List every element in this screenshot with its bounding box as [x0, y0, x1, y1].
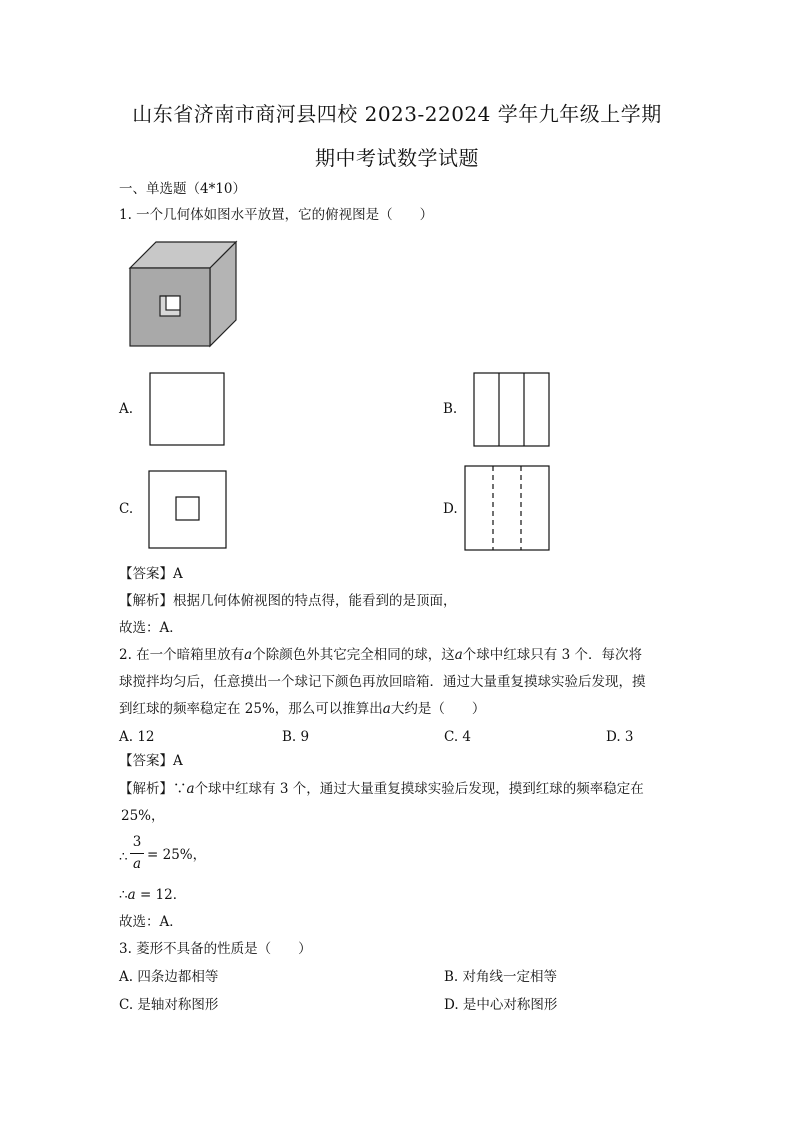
q2-stem-text: 个除颜色外其它完全相同的球，这 [252, 647, 455, 663]
q1-option-a-figure [149, 372, 227, 448]
q2-option-c: C. 4 [444, 729, 472, 745]
page-title: 山东省济南市商河县四校 2023-22024 学年九年级上学期 [132, 102, 662, 126]
q3-option-a: A. 四条边都相等 [119, 969, 219, 985]
q3-option-d: D. 是中心对称图形 [444, 997, 558, 1013]
q1-option-a-label: A. [119, 401, 134, 417]
q2-stem-line1 [119, 646, 642, 664]
q2-var-a: a [244, 647, 253, 663]
q1-stem: 1. 一个几何体如图水平放置，它的俯视图是（ ） [119, 207, 434, 223]
q2-option-d: D. 3 [606, 729, 634, 745]
q1-option-d-label: D. [443, 501, 458, 517]
q2-var-a: a [186, 781, 195, 797]
q3-stem: 3. 菱形不具备的性质是（ ） [119, 941, 312, 957]
q2-analysis-text: 个球中红球有 3 个，通过大量重复摸球实验后发现，摸到红球的频率稳定在 [194, 781, 644, 797]
fraction-denominator: a [132, 856, 142, 872]
fraction-bar [130, 853, 144, 854]
section-header: 一、单选题（4*10） [119, 181, 247, 197]
fraction-numerator: 3 [132, 834, 142, 850]
q1-option-b-figure [473, 372, 551, 448]
q2-analysis-text: 【解析】∵ [119, 781, 187, 797]
q2-answer: 【答案】A [119, 753, 183, 769]
q2-analysis-line2: 25%， [121, 808, 165, 824]
q2-analysis-line1 [119, 780, 644, 798]
q2-var-a: a [127, 887, 136, 903]
q2-stem-line3 [119, 700, 485, 718]
q1-conclusion: 故选：A． [119, 620, 183, 636]
q2-conclusion: 故选：A． [119, 914, 183, 930]
q3-option-b: B. 对角线一定相等 [444, 969, 558, 985]
q1-answer: 【答案】A [119, 566, 183, 582]
therefore-symbol: ∴ [119, 849, 128, 865]
q1-option-c-figure [148, 470, 228, 550]
q2-stem-text: 大约是（ ） [390, 701, 486, 717]
fraction-equation: = 25%， [147, 847, 207, 863]
q2-var-a: a [382, 701, 391, 717]
page-subtitle: 期中考试数学试题 [315, 146, 479, 170]
q1-option-b-label: B. [443, 401, 458, 417]
q2-var-a: a [454, 647, 463, 663]
q2-option-b: B. 9 [282, 729, 310, 745]
q1-option-c-label: C. [119, 501, 134, 517]
q2-stem-text: 个球中红球只有 3 个．每次将 [462, 647, 642, 663]
q2-result [119, 886, 186, 904]
q2-option-a: A. 12 [119, 729, 155, 745]
q2-stem-line2: 球搅拌均匀后，任意摸出一个球记下颜色再放回暗箱．通过大量重复摸球实验后发现，摸 [119, 674, 646, 690]
therefore-symbol: ∴ [119, 887, 128, 903]
q1-cube-figure [128, 240, 238, 348]
q2-result-eq: = 12． [139, 887, 187, 903]
q1-analysis: 【解析】根据几何体俯视图的特点得，能看到的是顶面， [119, 593, 457, 609]
q2-stem-text: 2. 在一个暗箱里放有 [119, 647, 245, 663]
q1-option-d-figure [464, 465, 552, 553]
q2-stem-text: 到红球的频率稳定在 25%，那么可以推算出 [119, 701, 383, 717]
q3-option-c: C. 是轴对称图形 [119, 997, 219, 1013]
